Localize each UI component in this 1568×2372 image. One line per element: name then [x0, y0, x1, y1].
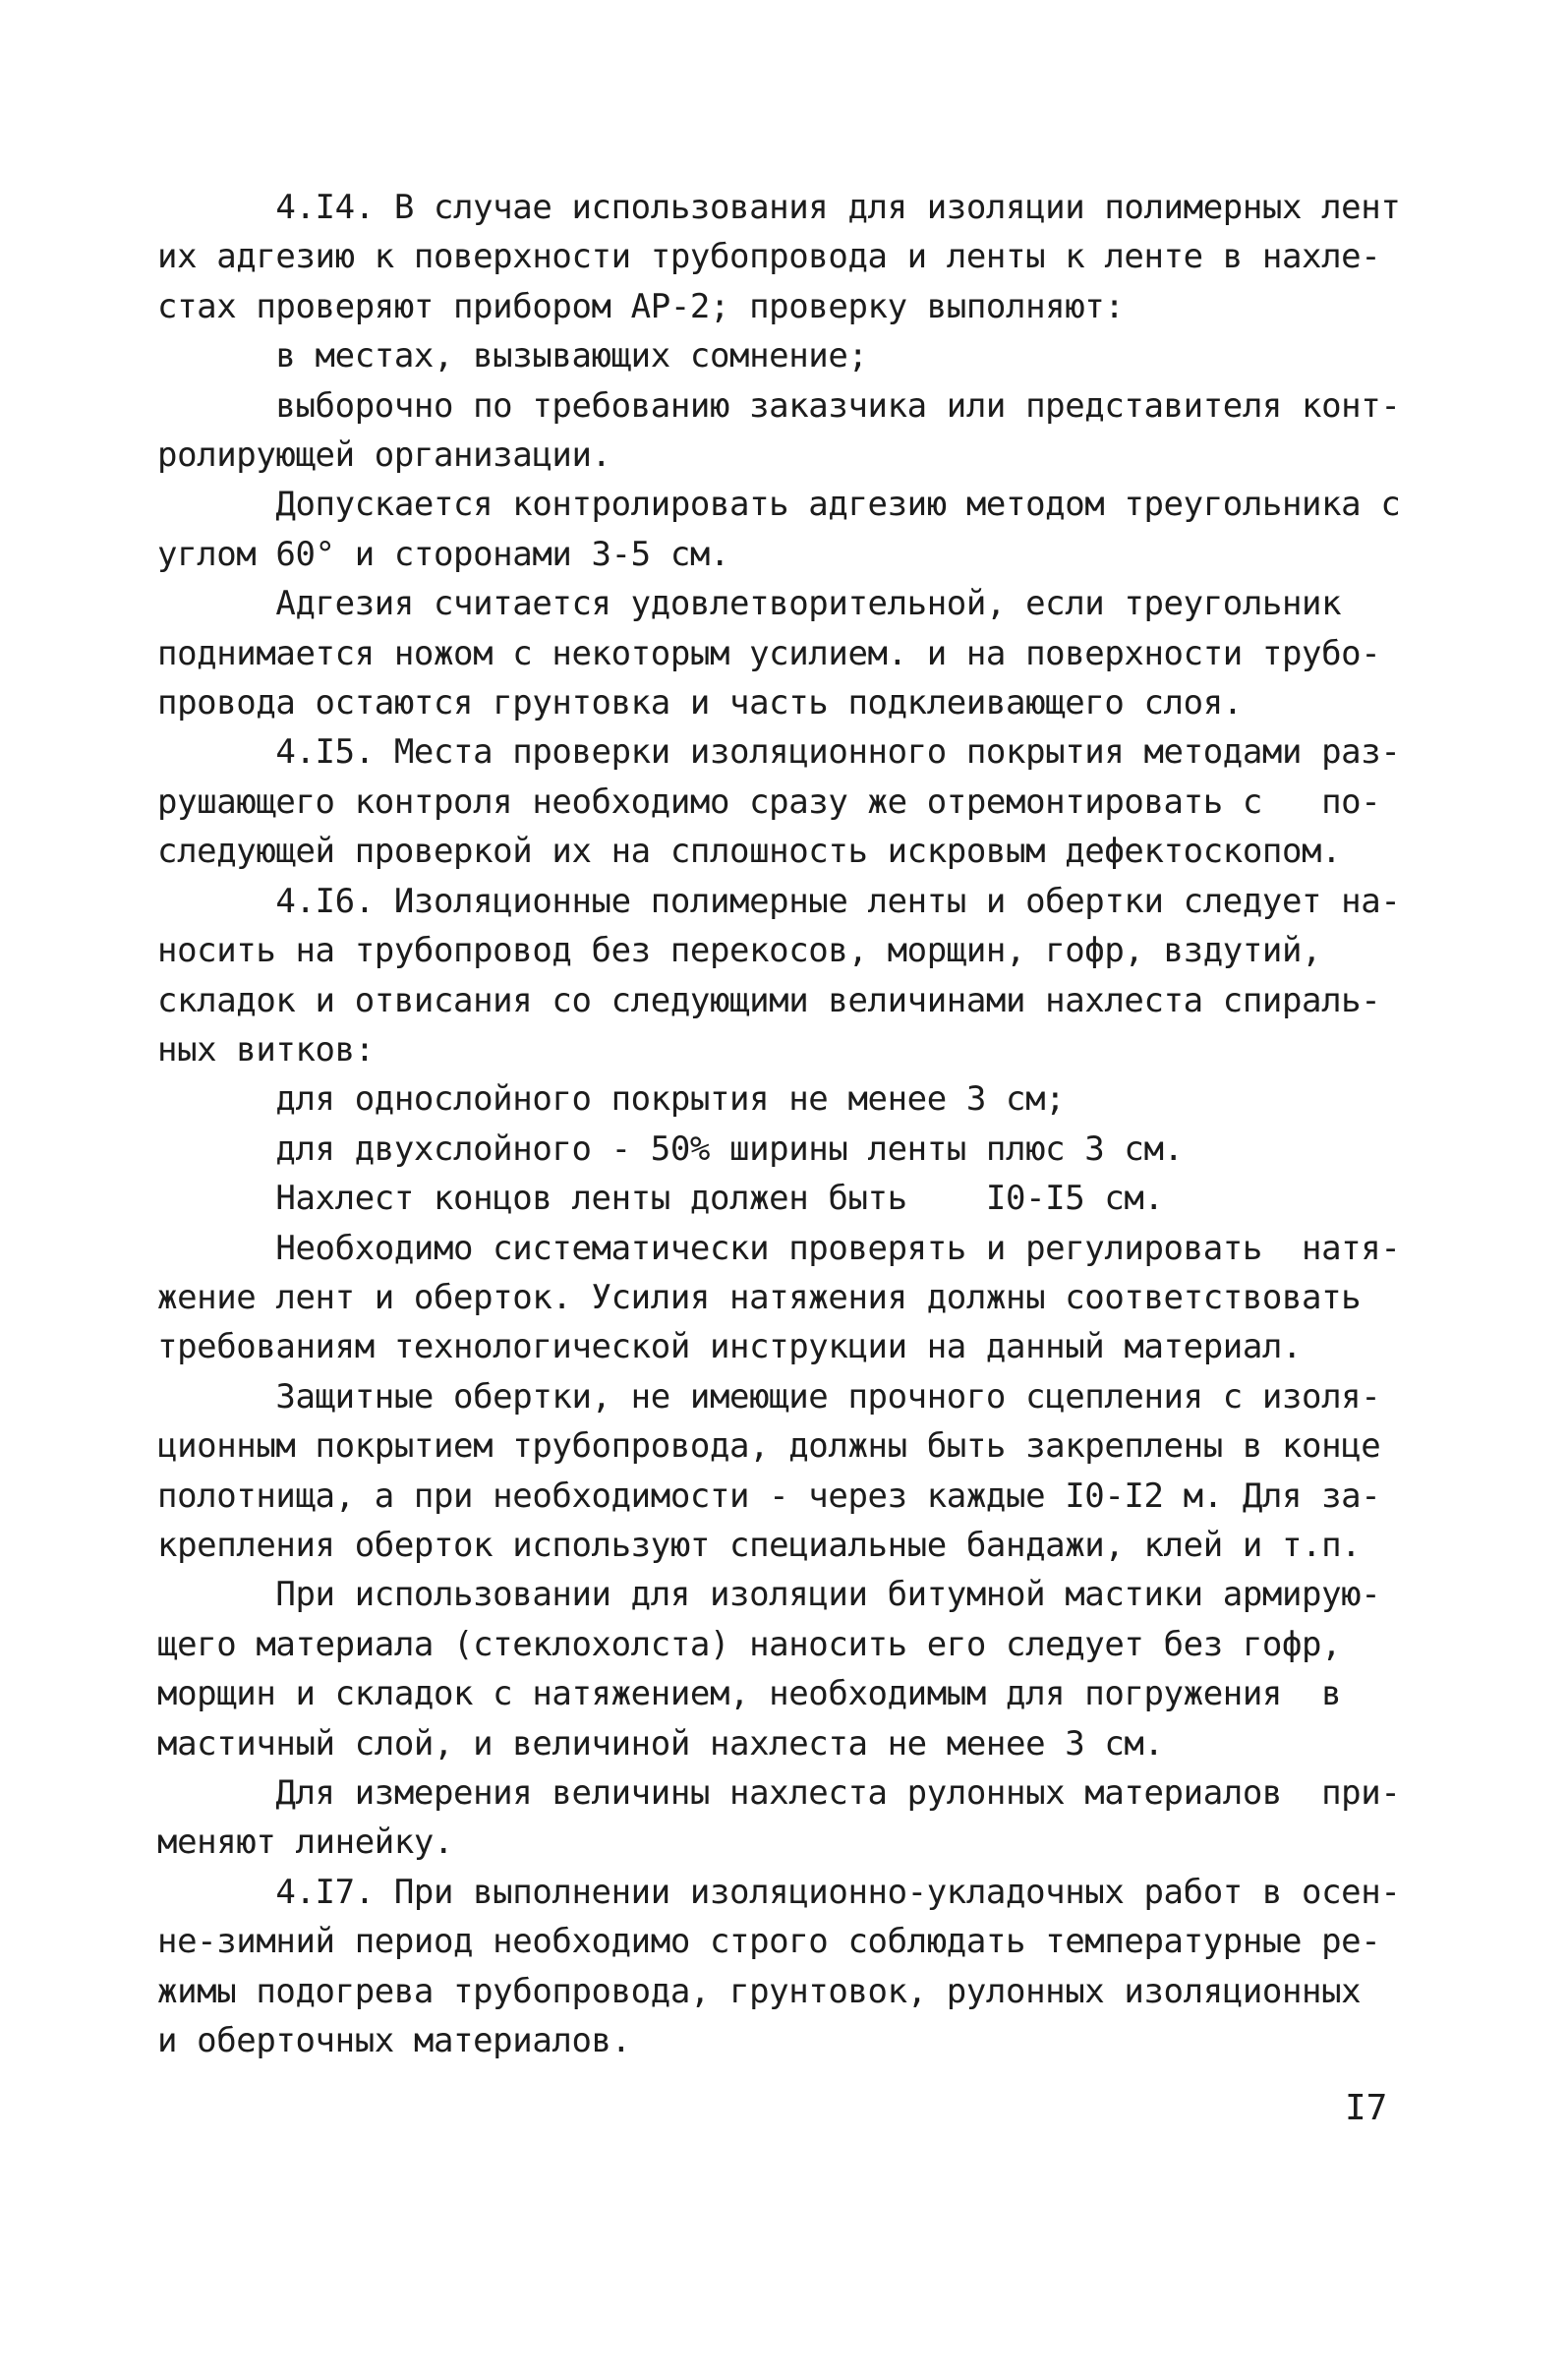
text-line: не-зимний период необходимо строго соблюдать температурные ре- [157, 1922, 1381, 1962]
text-line: 4.I5. Места проверки изоляционного покрытия методами раз- [157, 732, 1401, 773]
text-line: крепления оберток используют специальные бандажи, клей и т.п. [157, 1525, 1362, 1565]
text-line: требованиям технологической инструкции на данный материал. [157, 1327, 1303, 1367]
text-line: Адгезия считается удовлетворительной, если треугольник [157, 584, 1342, 624]
text-line: щего материала (стеклохолста) наносить его следует без гофр, [157, 1624, 1342, 1664]
text-line: углом 60° и сторонами 3-5 см. [157, 534, 730, 574]
text-line: морщин и складок с натяжением, необходимым для погружения в [157, 1674, 1342, 1714]
text-line: в местах, вызывающих сомнение; [157, 336, 868, 376]
text-line: Необходимо систематически проверять и регулировать натя- [157, 1228, 1401, 1268]
text-line: Защитные обертки, не имеющие прочного сцепления с изоля- [157, 1376, 1381, 1417]
text-line: стах проверяют прибором АР-2; проверку выполняют: [157, 286, 1125, 326]
text-line: следующей проверкой их на сплошность искровым дефектоскопом. [157, 832, 1342, 872]
document-body [157, 183, 1416, 2065]
text-line: ных витков: [157, 1029, 375, 1070]
text-line: ролирующей организации. [157, 435, 611, 476]
text-line: для двухслойного - 50% ширины ленты плюс 3 см. [157, 1128, 1184, 1169]
text-line: их адгезию к поверхности трубопровода и ленты к ленте в нахле- [157, 237, 1381, 277]
text-line: полотнища, а при необходимости - через каждые I0-I2 м. Для за- [157, 1475, 1381, 1516]
text-line: 4.I6. Изоляционные полимерные ленты и обертки следует на- [157, 881, 1401, 921]
text-line: Допускается контролировать адгезию методом треугольника с [157, 485, 1401, 525]
text-line: Для измерения величины нахлеста рулонных материалов при- [157, 1773, 1401, 1813]
text-line: для однослойного покрытия не менее 3 см; [157, 1079, 1066, 1120]
text-line: 4.I4. В случае использования для изоляции полимерных лент [157, 188, 1401, 227]
text-line: При использовании для изоляции битумной мастики армирую- [157, 1575, 1381, 1615]
text-line: меняют линейку. [157, 1822, 454, 1863]
text-line: ционным покрытием трубопровода, должны быть закреплены в конце [157, 1426, 1381, 1467]
text-line: выборочно по требованию заказчика или представителя конт- [157, 385, 1401, 426]
text-line: Нахлест концов ленты должен быть I0-I5 см. [157, 1179, 1164, 1219]
text-line: рушающего контроля необходимо сразу же отремонтировать с по- [157, 781, 1381, 822]
text-line: поднимается ножом с некоторым усилием. и на поверхности трубо- [157, 633, 1381, 673]
text-line: мастичный слой, и величиной нахлеста не менее 3 см. [157, 1723, 1164, 1764]
text-line: и оберточных материалов. [157, 2021, 631, 2061]
text-line: жимы подогрева трубопровода, грунтовок, рулонных изоляционных [157, 1971, 1362, 2011]
page-number: I7 [1345, 2088, 1388, 2128]
text-line: носить на трубопровод без перекосов, морщин, гофр, вздутий, [157, 931, 1322, 971]
text-line: 4.I7. При выполнении изоляционно-укладочных работ в осен- [157, 1872, 1401, 1912]
text-line: провода остаются грунтовка и часть подклеивающего слоя. [157, 683, 1243, 723]
text-line: жение лент и оберток. Усилия натяжения должны соответствовать [157, 1277, 1362, 1317]
text-line: складок и отвисания со следующими величинами нахлеста спираль- [157, 980, 1381, 1020]
